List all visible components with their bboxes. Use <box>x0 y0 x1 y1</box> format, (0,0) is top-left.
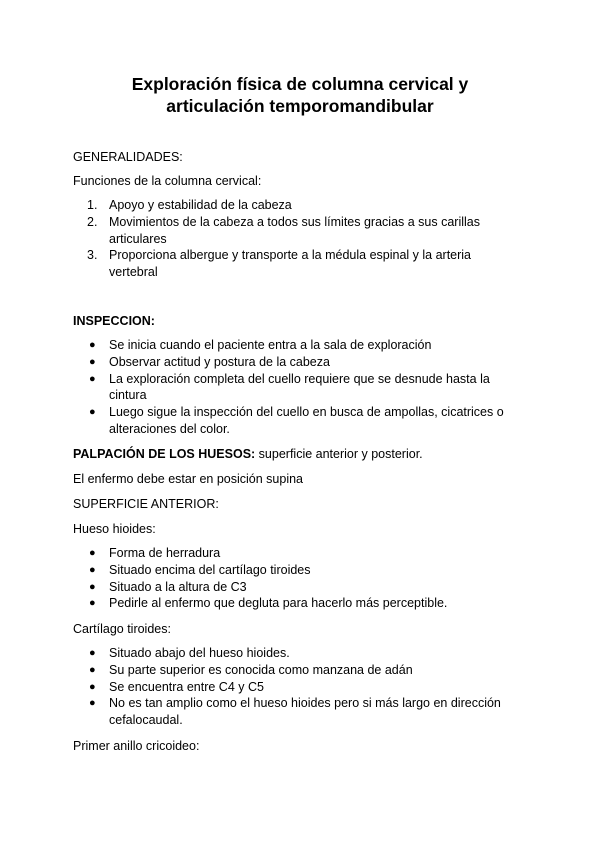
list-item <box>73 197 480 214</box>
hioides-list <box>73 545 447 612</box>
bullet-icon: ● <box>89 563 96 576</box>
list-item-text: Se encuentra entre C4 y C5 <box>109 679 264 694</box>
list-item-text: No es tan amplio como el hueso hioides pero si más largo en dirección <box>109 696 501 711</box>
list-item <box>73 214 480 248</box>
list-item-text: Apoyo y estabilidad de la cabeza <box>109 198 292 212</box>
list-item <box>73 645 501 662</box>
list-item-text-continued: alteraciones del color. <box>109 421 230 436</box>
list-item <box>73 562 447 579</box>
list-item-text: Su parte superior es conocida como manzana de adán <box>109 662 413 677</box>
palpacion-text: superficie anterior y posterior. <box>255 447 423 461</box>
list-item <box>73 337 504 354</box>
list-item <box>73 679 501 696</box>
list-item-text: Situado a la altura de C3 <box>109 579 247 594</box>
title-line-1: Exploración física de columna cervical y <box>131 74 469 94</box>
bullet-icon: ● <box>89 355 96 368</box>
list-item-text: Pedirle al enfermo que degluta para hacerlo más perceptible. <box>109 596 448 611</box>
list-item-text-continued: cintura <box>109 388 147 403</box>
list-item <box>73 545 447 562</box>
list-item <box>73 662 501 679</box>
bullet-icon: ● <box>89 697 96 710</box>
list-item-text-continued: cefalocaudal. <box>109 713 183 728</box>
list-number: 3. <box>87 248 98 263</box>
paragraph-supina: El enfermo debe estar en posición supina <box>73 472 304 486</box>
heading-hueso-hioides: Hueso hioides: <box>73 522 156 536</box>
list-item-text: Observar actitud y postura de la cabeza <box>109 354 330 369</box>
list-item <box>73 247 480 281</box>
title-line-2: articulación temporomandibular <box>166 96 434 116</box>
bullet-icon: ● <box>89 580 96 593</box>
heading-superficie-anterior: SUPERFICIE ANTERIOR: <box>73 497 219 511</box>
list-item-text: Proporciona albergue y transporte a la médula espinal y la arteria <box>109 248 472 263</box>
bullet-icon: ● <box>89 680 96 693</box>
bullet-icon: ● <box>89 372 96 385</box>
list-item-text: Forma de herradura <box>109 546 221 560</box>
list-item-text: Movimientos de la cabeza a todos sus límites gracias a sus carillas <box>109 214 480 229</box>
bullet-icon: ● <box>89 406 96 419</box>
list-item <box>73 579 447 596</box>
bullet-icon: ● <box>89 663 96 676</box>
heading-inspeccion: INSPECCION: <box>73 314 155 328</box>
list-item <box>73 354 504 371</box>
list-item <box>73 404 504 438</box>
bullet-icon: ● <box>89 647 96 659</box>
list-item-text: Se inicia cuando el paciente entra a la sala de exploración <box>109 338 432 352</box>
list-item-text: Luego sigue la inspección del cuello en busca de ampollas, cicatrices o <box>109 405 504 420</box>
heading-cartilago-tiroides: Cartílago tiroides: <box>73 622 171 636</box>
heading-primer-anillo-cricoideo: Primer anillo cricoideo: <box>73 739 200 753</box>
page-title <box>0 73 600 117</box>
list-number: 1. <box>87 198 98 212</box>
funciones-list <box>73 197 480 281</box>
palpacion-heading: PALPACIÓN DE LOS HUESOS: <box>73 447 256 461</box>
list-item <box>73 695 501 729</box>
bullet-icon: ● <box>89 339 96 351</box>
list-item-text-continued: vertebral <box>109 265 158 280</box>
bullet-icon: ● <box>89 597 96 610</box>
paragraph-funciones: Funciones de la columna cervical: <box>73 174 262 188</box>
tiroides-list <box>73 645 501 729</box>
inspeccion-list <box>73 337 504 438</box>
list-item <box>73 595 447 612</box>
list-item-text: Situado encima del cartílago tiroides <box>109 562 311 577</box>
list-item-text: La exploración completa del cuello requiere que se desnude hasta la <box>109 371 490 386</box>
heading-generalidades: GENERALIDADES: <box>73 150 183 164</box>
bullet-icon: ● <box>89 547 96 559</box>
list-item-text-continued: articulares <box>109 231 167 246</box>
paragraph-palpacion <box>73 446 423 463</box>
list-item <box>73 371 504 405</box>
list-item-text: Situado abajo del hueso hioides. <box>109 646 290 660</box>
list-number: 2. <box>87 214 98 229</box>
